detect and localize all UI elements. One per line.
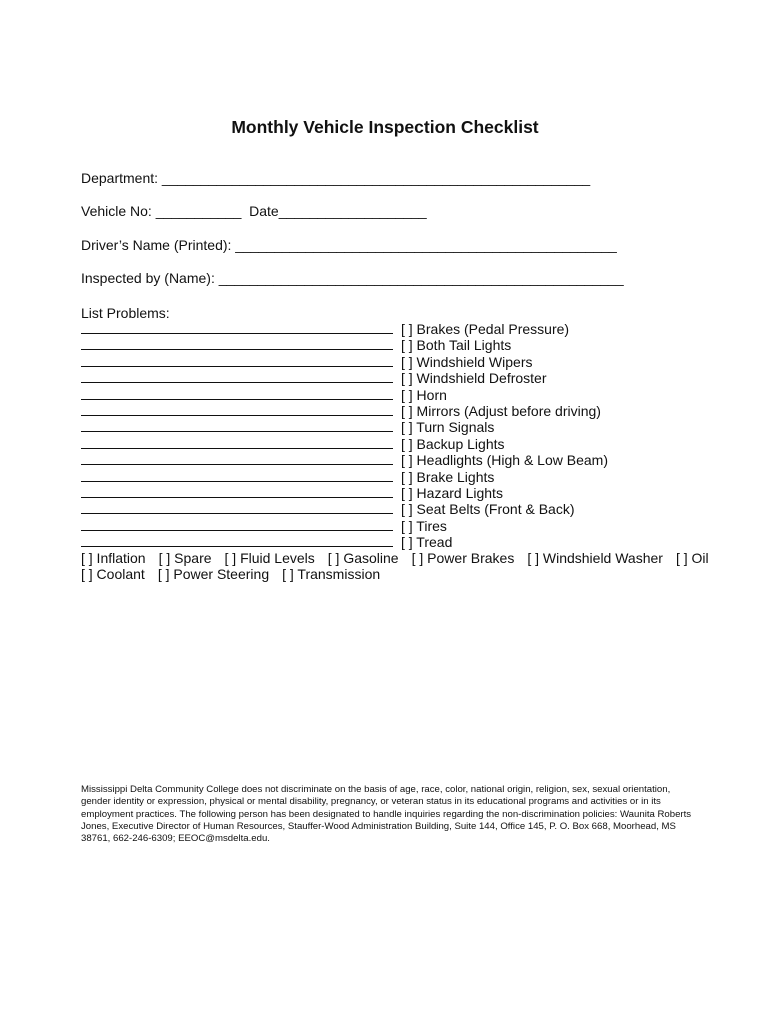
- problem-blank-line[interactable]: [81, 533, 393, 547]
- checklist-row: [81, 435, 608, 451]
- checkbox-option[interactable]: [ ] Windshield Washer: [527, 550, 663, 566]
- checkbox-option[interactable]: [ ] Coolant: [81, 566, 145, 582]
- inspected-by-field[interactable]: Inspected by (Name): ____________________________________________________: [81, 270, 624, 286]
- checklist-row: [81, 468, 608, 484]
- checklist-item[interactable]: [ ] Hazard Lights: [401, 484, 503, 501]
- form-title: Monthly Vehicle Inspection Checklist: [231, 117, 539, 137]
- problem-blank-line[interactable]: [81, 451, 393, 465]
- checklist-item[interactable]: [ ] Windshield Defroster: [401, 370, 547, 387]
- checklist: [81, 320, 608, 549]
- checklist-item[interactable]: [ ] Both Tail Lights: [401, 337, 512, 354]
- checklist-item[interactable]: [ ] Brakes (Pedal Pressure): [401, 321, 570, 337]
- problem-blank-line[interactable]: [81, 386, 393, 400]
- checklist-row: [81, 533, 608, 549]
- problem-blank-line[interactable]: [81, 484, 393, 498]
- problem-blank-line[interactable]: [81, 336, 393, 350]
- checklist-item[interactable]: [ ] Headlights (High & Low Beam): [401, 452, 608, 469]
- checklist-row: [81, 353, 608, 369]
- checklist-row: [81, 517, 608, 533]
- checkbox-option[interactable]: [ ] Inflation: [81, 550, 146, 566]
- problem-blank-line[interactable]: [81, 517, 393, 531]
- extras-row-2: [81, 566, 393, 582]
- list-problems-label: List Problems:: [81, 305, 170, 321]
- checklist-item[interactable]: [ ] Tires: [401, 517, 447, 534]
- checklist-item[interactable]: [ ] Mirrors (Adjust before driving): [401, 402, 601, 419]
- checklist-row: [81, 386, 608, 402]
- checklist-item[interactable]: [ ] Backup Lights: [401, 435, 505, 452]
- problem-blank-line[interactable]: [81, 402, 393, 416]
- vehicle-date-field[interactable]: Vehicle No: ___________ Date___________________: [81, 203, 427, 219]
- checkbox-option[interactable]: [ ] Power Steering: [157, 566, 270, 582]
- problem-blank-line[interactable]: [81, 418, 393, 432]
- checklist-row: [81, 402, 608, 418]
- checklist-row: [81, 484, 608, 500]
- problem-blank-line[interactable]: [81, 369, 393, 383]
- problem-blank-line[interactable]: [81, 320, 393, 334]
- checklist-row: [81, 320, 608, 336]
- problem-blank-line[interactable]: [81, 500, 393, 514]
- checklist-row: [81, 369, 608, 385]
- checkbox-option[interactable]: [ ] Fluid Levels: [224, 550, 315, 566]
- problem-blank-line[interactable]: [81, 435, 393, 449]
- checklist-item[interactable]: [ ] Horn: [401, 386, 447, 403]
- checkbox-option[interactable]: [ ] Spare: [158, 550, 212, 566]
- checkbox-option[interactable]: [ ] Transmission: [282, 566, 381, 582]
- checkbox-option[interactable]: [ ] Gasoline: [327, 550, 399, 566]
- nondiscrimination-notice: Mississippi Delta Community College does not discriminate on the basis of age, race, color, national origin, religion, sex, sexual orientation, gender identity or expression, physical or mental disability, pregnancy, or veteran status in its educational programs and activities or in its employment practices. The following person has been designated to handle inquiries regarding the non-discrimination policies: Waunita Roberts Jones, Executive Director of Human Resources, Stauffer-Wood Administration Building, Suite 144, Office 145, P. O. Box 668, Moorhead, MS 38761, 662-246-6309; EEOC@msdelta.edu.: [81, 784, 692, 845]
- checklist-item[interactable]: [ ] Seat Belts (Front & Back): [401, 501, 575, 518]
- extras-row-1: [81, 550, 722, 566]
- driver-name-field[interactable]: Driver’s Name (Printed): _________________________________________________: [81, 237, 617, 253]
- checklist-item[interactable]: [ ] Tread: [401, 534, 453, 551]
- checklist-item[interactable]: [ ] Turn Signals: [401, 419, 495, 436]
- checklist-row: [81, 500, 608, 516]
- checklist-item[interactable]: [ ] Brake Lights: [401, 468, 495, 485]
- problem-blank-line[interactable]: [81, 353, 393, 367]
- checklist-row: [81, 451, 608, 467]
- problem-blank-line[interactable]: [81, 468, 393, 482]
- checklist-item[interactable]: [ ] Windshield Wipers: [401, 353, 533, 370]
- checklist-row: [81, 336, 608, 352]
- checkbox-option[interactable]: [ ] Oil: [675, 550, 709, 566]
- checklist-row: [81, 418, 608, 434]
- checkbox-option[interactable]: [ ] Power Brakes: [411, 550, 515, 566]
- department-field[interactable]: Department: _______________________________________________________: [81, 170, 591, 186]
